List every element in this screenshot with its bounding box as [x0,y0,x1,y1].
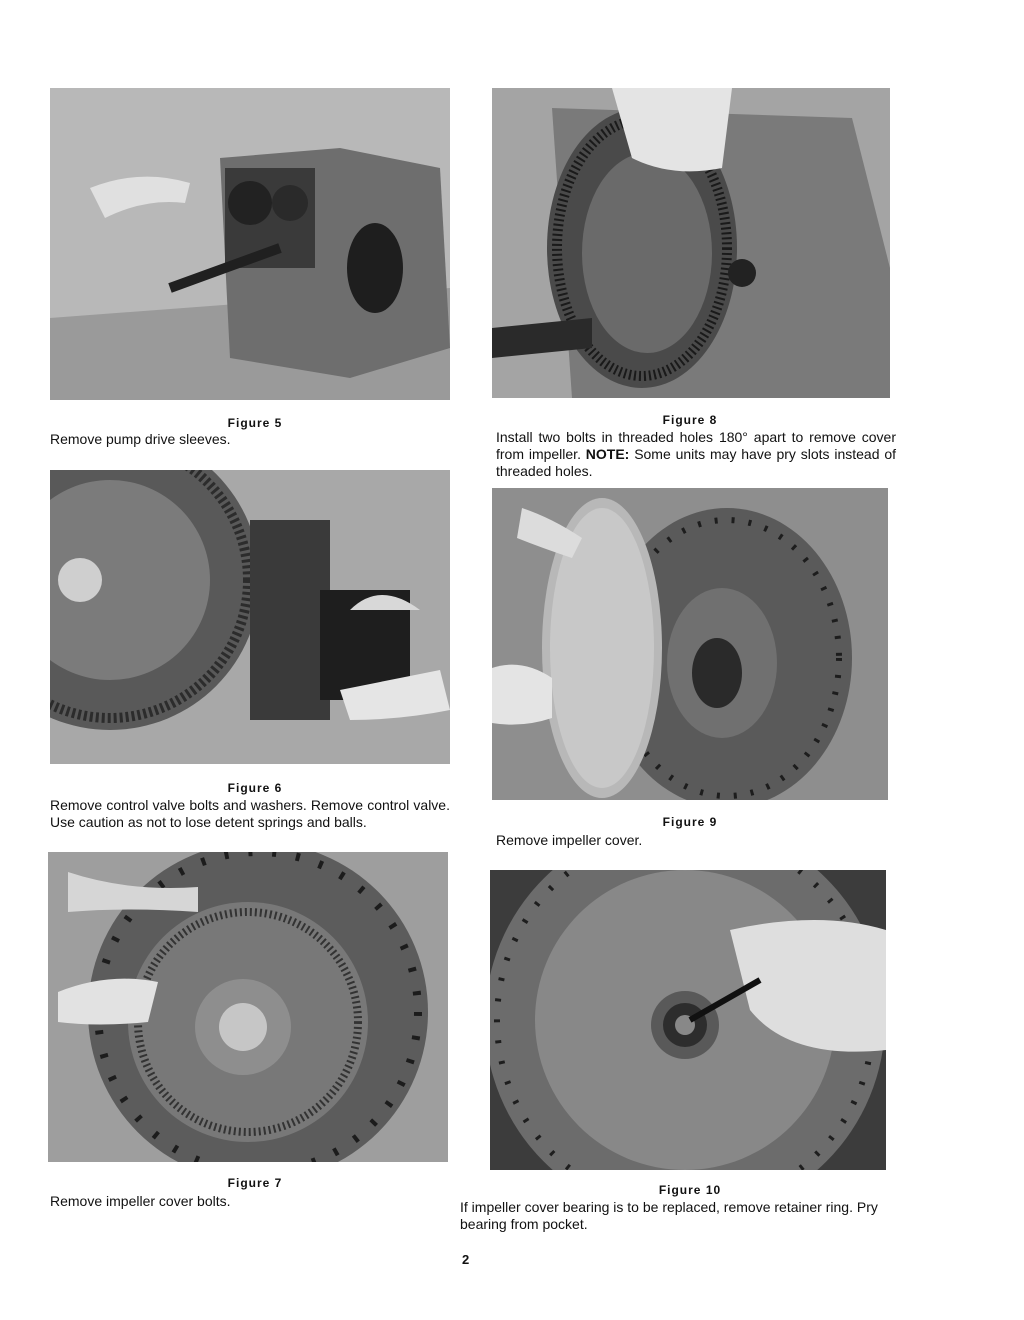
figure-10-label: Figure 10 [658,1183,722,1197]
figure-7-photo [48,852,448,1162]
page-number: 2 [462,1252,470,1267]
figure-8-caption-note-text: Some units may have pry slots instead of threaded holes. [496,446,896,479]
figure-6-photo [50,470,450,764]
figure-5-photo [50,88,450,400]
figure-6-label: Figure 6 [227,781,283,795]
figure-6-caption: Remove control valve bolts and washers. Remove control valve. Use caution as not to lose detent springs and balls. [50,797,450,830]
figure-9-label: Figure 9 [662,815,718,829]
figure-5-label: Figure 5 [227,416,283,430]
figure-10-photo [490,870,886,1170]
figure-5-caption: Remove pump drive sleeves. [50,431,231,447]
figure-8-photo [492,88,890,398]
figure-7-label: Figure 7 [227,1176,283,1190]
figure-7-caption: Remove impeller cover bolts. [50,1193,231,1209]
figure-9-caption: Remove impeller cover. [496,832,643,848]
figure-8-caption-text: Install two bolts in threaded holes 180° apart to remove cover from impeller. [496,429,896,462]
figure-8-note-label: NOTE: [585,446,630,462]
figure-10-caption: If impeller cover bearing is to be replaced, remove retainer ring. Pry bearing from pocket. [460,1199,878,1232]
figure-9-photo [492,488,888,800]
figure-8-caption [496,429,896,480]
figure-8-label: Figure 8 [662,413,718,427]
